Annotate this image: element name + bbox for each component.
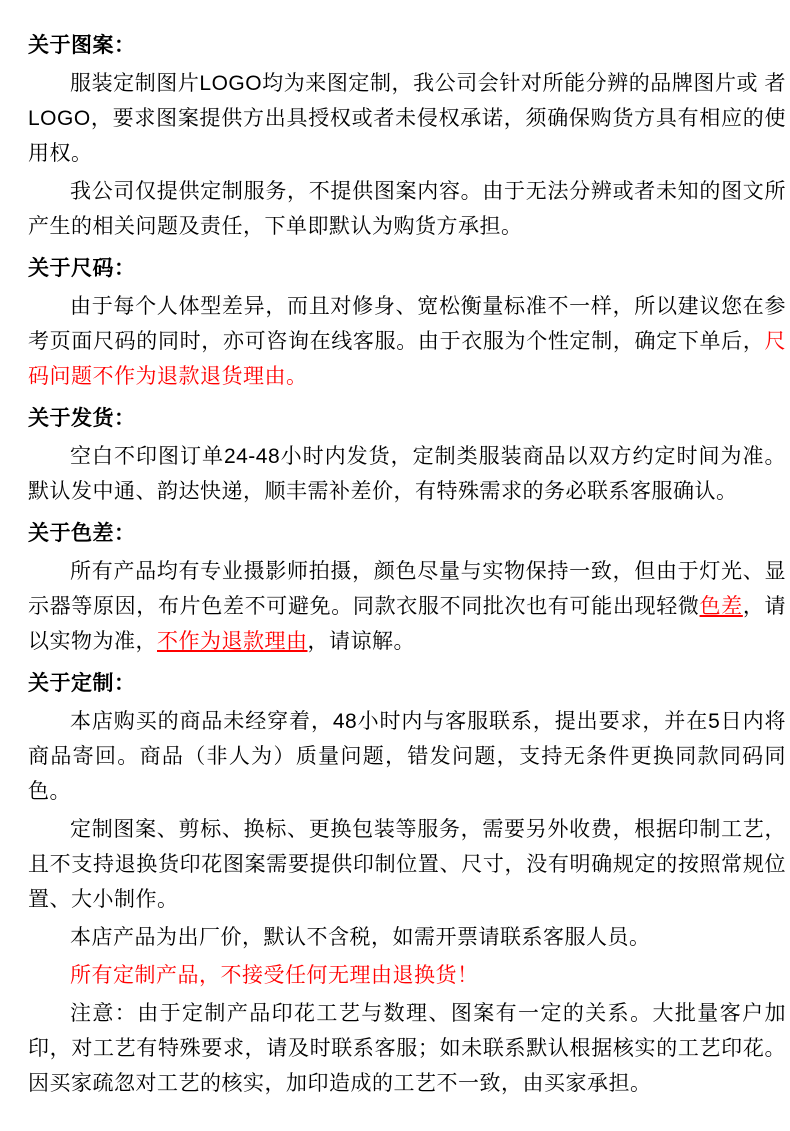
section-heading: 关于定制：: [28, 672, 136, 695]
body-text: ，请以实物为准，: [28, 595, 787, 653]
section-heading: 关于发货：: [28, 407, 136, 430]
body-text: 定制图案、剪标、换标、更换包装等服务，需要另外收费，根据印制工艺，且不支持退换货印花图案需要提供印制位置、尺寸，没有明确规定的按照常规位置、大小制作。: [28, 818, 786, 911]
policy-paragraph: [28, 996, 786, 1101]
policy-paragraph: [28, 920, 786, 955]
policy-paragraph: [28, 289, 786, 394]
policy-paragraph: [28, 174, 786, 244]
policy-paragraph: [28, 812, 786, 917]
policy-paragraph: [28, 439, 786, 509]
policy-paragraph: [28, 66, 786, 171]
body-text: 注意：由于定制产品印花工艺与数理、图案有一定的关系。大批量客户加印，对工艺有特殊要求，请及时联系客服；如未联系默认根据核实的工艺印花。因买家疏忽对工艺的核实，加印造成的工艺不一致，由买家承担。: [28, 1002, 786, 1095]
section-heading: 关于图案：: [28, 34, 136, 57]
body-text: 本店购买的商品未经穿着，48小时内与客服联系，提出要求，并在5日内将商品寄回。商品（非人为）质量问题，错发问题，支持无条件更换同款同码同色。: [28, 710, 786, 803]
body-text: 由于每个人体型差异，而且对修身、宽松衡量标准不一样，所以建议您在参考页面尺码的同时，亦可咨询在线客服。由于衣服为个性定制，确定下单后，: [28, 295, 786, 353]
policy-paragraph: [28, 704, 786, 809]
highlighted-text: 色差: [699, 595, 743, 618]
body-text: 本店产品为出厂价，默认不含税，如需开票请联系客服人员。: [70, 926, 651, 949]
section-heading: 关于色差：: [28, 522, 136, 545]
highlighted-text: 尺码问题不作为退款退货理由。: [28, 330, 786, 388]
body-text: 服装定制图片LOGO均为来图定制，我公司会针对所能分辨的品牌图片或 者LOGO，要求图案提供方出具授权或者未侵权承诺，须确保购货方具有相应的使用权。: [28, 72, 786, 165]
body-text: 所有产品均有专业摄影师拍摄，颜色尽量与实物保持一致，但由于灯光、显示器等原因，布片色差不可避免。同款衣服不同批次也有可能出现轻微: [28, 560, 786, 618]
highlighted-text: 所有定制产品，不接受任何无理由退换货！: [70, 964, 479, 987]
highlighted-text: 不作为退款理由: [157, 630, 308, 653]
body-text: 我公司仅提供定制服务，不提供图案内容。由于无法分辨或者未知的图文所产生的相关问题及责任，下单即默认为购货方承担。: [28, 180, 786, 238]
body-text: 空白不印图订单24-48小时内发货，定制类服装商品以双方约定时间为准。默认发中通、韵达快递，顺丰需补差价，有特殊需求的务必联系客服确认。: [28, 445, 786, 503]
section-heading: 关于尺码：: [28, 257, 136, 280]
policy-paragraph: [28, 554, 786, 659]
policy-paragraph: [28, 958, 786, 993]
body-text: ，请谅解。: [307, 630, 415, 653]
